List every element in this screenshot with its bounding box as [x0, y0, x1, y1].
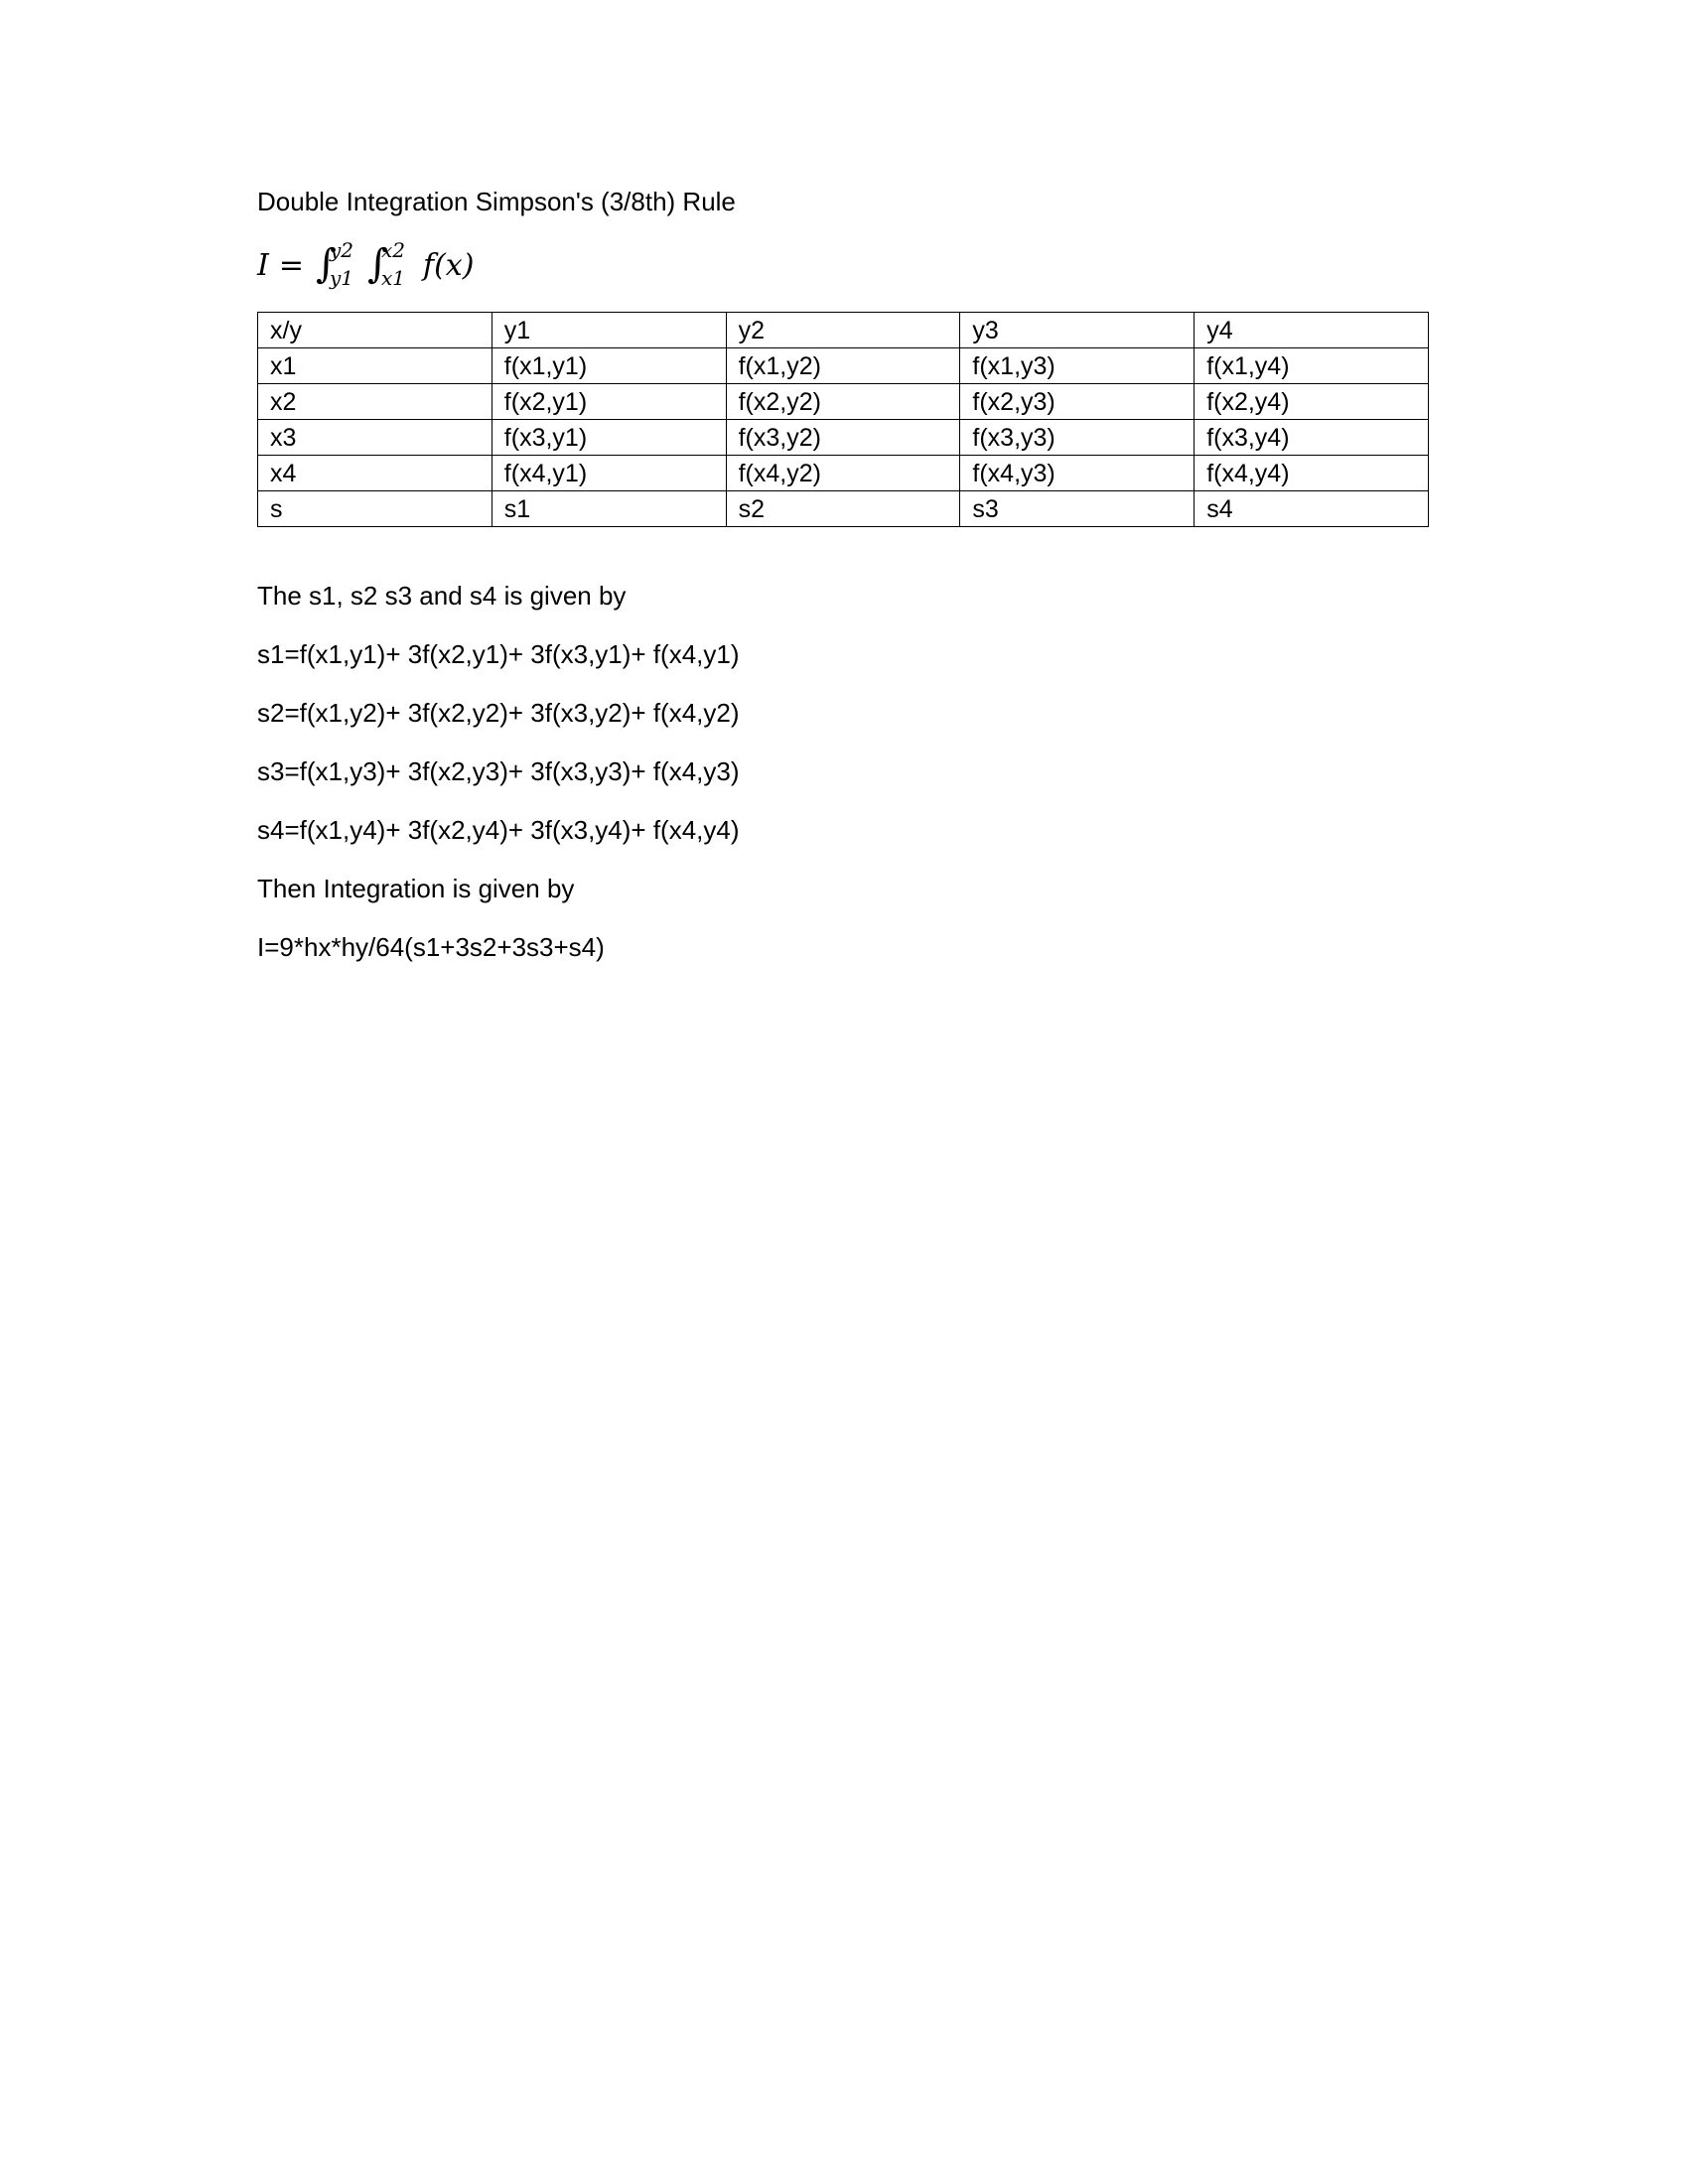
equation-s3: s3=f(x1,y3)+ 3f(x2,y3)+ 3f(x3,y3)+ f(x4,y3) [257, 756, 740, 786]
table-row [258, 384, 1429, 420]
table-cell: x1 [258, 348, 492, 384]
table-cell: y2 [726, 313, 960, 348]
table-cell: f(x4,y1) [492, 456, 726, 491]
table-cell: f(x3,y1) [492, 420, 726, 456]
table-cell: y4 [1195, 313, 1429, 348]
table-row [258, 313, 1429, 348]
formula-equals: = [278, 248, 304, 283]
integral-formula [257, 238, 1449, 294]
table-cell: s3 [960, 491, 1195, 527]
equation-s2: s2=f(x1,y2)+ 3f(x2,y2)+ 3f(x3,y2)+ f(x4,y2) [257, 698, 740, 728]
table-cell: s4 [1195, 491, 1429, 527]
table-cell: s2 [726, 491, 960, 527]
integral-sign-icon: ∫ [316, 241, 337, 287]
table-cell: f(x3,y4) [1195, 420, 1429, 456]
formula-integrand: f(x) [423, 248, 475, 283]
inner-lower-limit: x1 [381, 266, 406, 290]
table-row [258, 348, 1429, 384]
document-title: Double Integration Simpson's (3/8th) Rule [257, 187, 736, 216]
outer-upper-limit: y2 [330, 238, 354, 262]
inner-integral [367, 238, 413, 294]
document-body [257, 185, 1449, 989]
table-cell: s [258, 491, 492, 527]
table-cell: f(x2,y3) [960, 384, 1195, 420]
table-cell: f(x1,y2) [726, 348, 960, 384]
table-row [258, 420, 1429, 456]
table-cell: y3 [960, 313, 1195, 348]
formula-lhs: I [257, 248, 269, 283]
table-cell: y1 [492, 313, 726, 348]
table-cell: f(x4,y4) [1195, 456, 1429, 491]
paragraph-intro: The s1, s2 s3 and s4 is given by [257, 581, 627, 611]
table-cell: s1 [492, 491, 726, 527]
function-value-table [257, 312, 1429, 527]
table-cell: x/y [258, 313, 492, 348]
table-row [258, 456, 1429, 491]
table-cell: f(x3,y2) [726, 420, 960, 456]
table-cell: f(x2,y2) [726, 384, 960, 420]
equation-s1: s1=f(x1,y1)+ 3f(x2,y1)+ 3f(x3,y1)+ f(x4,y1) [257, 639, 740, 669]
outer-integral [316, 238, 361, 294]
table-cell: f(x1,y4) [1195, 348, 1429, 384]
table-row [258, 491, 1429, 527]
table-cell: x2 [258, 384, 492, 420]
table-cell: f(x2,y1) [492, 384, 726, 420]
outer-lower-limit: y1 [330, 266, 354, 290]
table-cell: f(x4,y3) [960, 456, 1195, 491]
paragraph-integration: Then Integration is given by [257, 874, 575, 903]
table-cell: f(x1,y1) [492, 348, 726, 384]
table-cell: f(x3,y3) [960, 420, 1195, 456]
table-cell: f(x4,y2) [726, 456, 960, 491]
integral-sign-icon: ∫ [367, 241, 388, 287]
table-cell: f(x2,y4) [1195, 384, 1429, 420]
equation-s4: s4=f(x1,y4)+ 3f(x2,y4)+ 3f(x3,y4)+ f(x4,y4) [257, 815, 740, 845]
table-cell: x4 [258, 456, 492, 491]
equation-final: I=9*hx*hy/64(s1+3s2+3s3+s4) [257, 932, 605, 962]
table-cell: x3 [258, 420, 492, 456]
inner-upper-limit: x2 [381, 238, 406, 262]
table-cell: f(x1,y3) [960, 348, 1195, 384]
